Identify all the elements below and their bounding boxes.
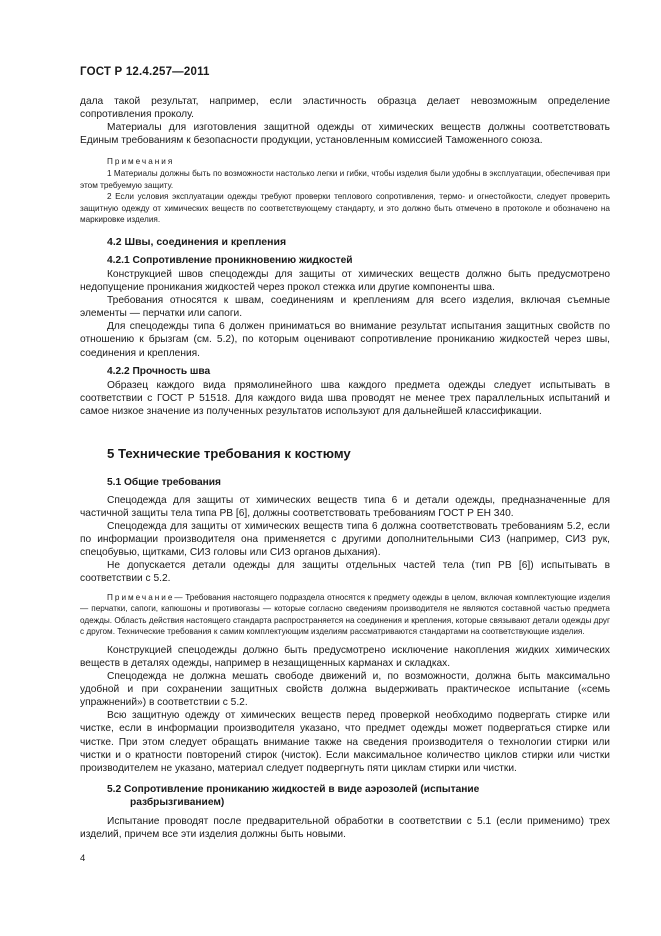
paragraph: Требования относятся к швам, соединениям и креплениям для всего изделия, включая съемные элементы — перчатки или сапоги. [80, 295, 610, 320]
paragraph: Спецодежда для защиты от химических веществ типа 6 и детали одежды, предназначенные для частичной защиты тела типа PB [6], должны соответствовать требованиям ГОСТ Р ЕН 340. [80, 494, 610, 519]
note-label: Примечание [107, 592, 175, 602]
paragraph: Конструкцией швов спецодежды для защиты от химических веществ должно быть предусмотрено недопущение проникания жидкостей через прокол стежка или другие компоненты шва. [80, 268, 610, 294]
note-paragraph [80, 592, 610, 638]
section-heading-4-2-2: 4.2.2 Прочность шва [107, 365, 211, 377]
section-heading-5-2-line1: 5.2 Сопротивление прониканию жидкостей в виде аэрозолей (испытание [107, 783, 480, 795]
paragraph: Всю защитную одежду от химических веществ перед проверкой необходимо подвергать стирке или чистке, если в информации производителя указано, что предмет одежды может подвергаться стирке или чистке. При этом следует обращать внимание также на сведения производителя о технологии стирки или чистки и о кратности повторений стирок (чисток). Если максимальное количество циклов стирки или чистки производителем не указано, материал следует подвергнуть пяти циклам стирки или чистки. [80, 710, 610, 774]
paragraph: Испытание проводят после предварительной обработки в соответствии с 5.1 (если применимо) трех изделий, причем все эти изделия должны быть новыми. [80, 815, 610, 840]
section-heading-5-2 [80, 783, 610, 809]
paragraph: Для спецодежды типа 6 должен приниматься во внимание результат испытания защитных свойств по отношению к брызгам (см. 5.2), по которым оценивают сопротивление прониканию жидкостей через швы, соединения и крепления. [80, 321, 610, 359]
paragraph: Конструкцией спецодежды должно быть предусмотрено исключение накопления жидких химических веществ в деталях одежды, например в незащищенных карманах и складках. [80, 644, 610, 669]
section-heading-4-2: 4.2 Швы, соединения и крепления [107, 235, 287, 248]
paragraph: дала такой результат, например, если эластичность образца делает невозможным определение сопротивления проколу. [80, 96, 610, 121]
section-heading-5-1: 5.1 Общие требования [107, 476, 221, 488]
paragraph: Материалы для изготовления защитной одежды от химических веществ должны соответствовать Единым требованиям к безопасности продукции, установленным комиссией Таможенного союза. [80, 122, 610, 147]
document-body [80, 95, 610, 841]
note-item: 1 Материалы должны быть по возможности настолько легки и гибки, чтобы изделия были удобны в эксплуатации, обеспечивая при этом требуемую защиту. [80, 168, 610, 190]
page-number: 4 [80, 853, 86, 864]
section-heading-5-2-line2: разбрызгиванием) [130, 796, 225, 808]
note-heading: Примечания [107, 157, 175, 167]
document-header: ГОСТ Р 12.4.257—2011 [80, 66, 210, 78]
note-text: — Требования настоящего подраздела относятся к предмету одежды в целом, включая комплектующие изделия — перчатки, сапоги, капюшоны и противогазы — которые согласно сведениям производителя не являются составной частью предмета одежды. Область действия настоящего стандарта распространяется на соединения и крепления, которые связывают детали одежды друг с другом. Технические требования к самим комплектующим изделиям рассматриваются стандартами на соответствующие изделия. [80, 592, 610, 637]
section-heading-4-2-1: 4.2.1 Сопротивление проникновению жидкостей [107, 254, 353, 266]
paragraph: Спецодежда не должна мешать свободе движений и, по возможности, должна быть максимально удобной и при сохранении защитных свойств должна выдерживать практическое испытание («семь упражнений») в соответствии с 5.2. [80, 671, 610, 709]
note-item: 2 Если условия эксплуатации одежды требуют проверки теплового сопротивления, термо- и огнестойкости, следует проверить защитную одежду от химических веществ по соответствующему стандарту, и это должно быть отмечено в протоколе и обозначено на маркировке изделия. [80, 192, 610, 225]
paragraph: Не допускается детали одежды для защиты отдельных частей тела (тип PB [6]) испытывать в соответствии с 5.2. [80, 560, 610, 585]
paragraph: Спецодежда для защиты от химических веществ типа 6 должна соответствовать требованиям 5.2, если по информации производителя она применяется с другими дополнительными СИЗ (например, СИЗ рук, спецобувью, щитками, СИЗ головы или СИЗ органов дыхания). [80, 521, 610, 559]
paragraph: Образец каждого вида прямолинейного шва каждого предмета одежды следует испытывать в соответствии с ГОСТ Р 51518. Для каждого вида шва проводят не менее трех параллельных испытаний и самое низкое значение из полученных результатов используют для дальнейшей классификации. [80, 379, 610, 417]
section-heading-5: 5 Технические требования к костюму [107, 445, 351, 461]
